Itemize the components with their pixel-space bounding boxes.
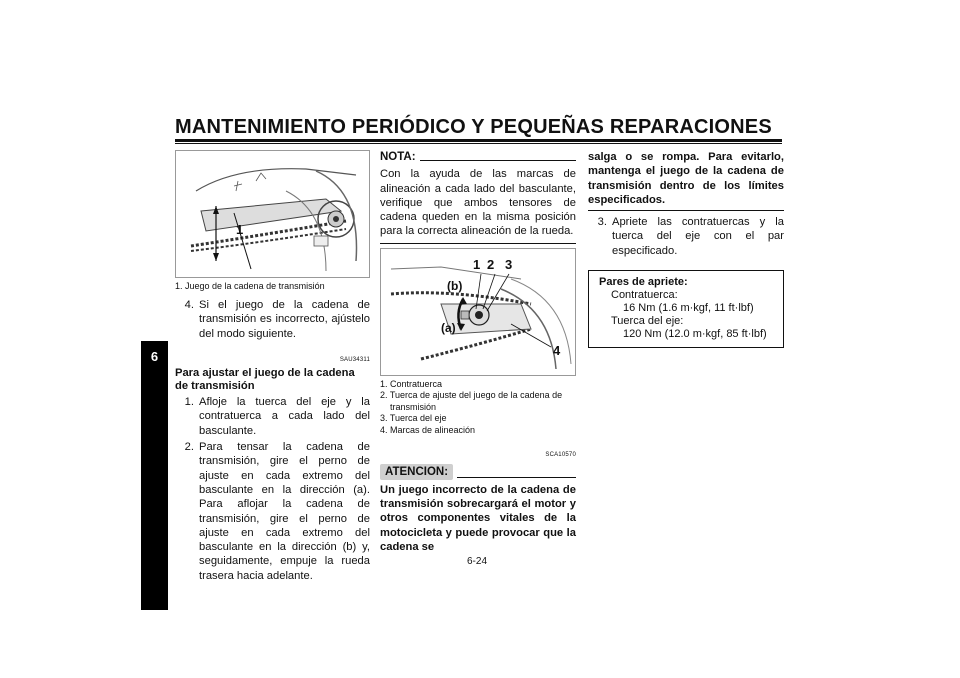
step-text: Si el juego de la cadena de transmisión es incorrecto, ajústelo del modo siguiente. [199, 299, 370, 340]
note-label: NOTA: [380, 151, 416, 163]
step-number: 3. [597, 216, 607, 229]
step-3 [588, 215, 784, 258]
chapter-tab [141, 341, 168, 610]
step-number: 1. [184, 396, 194, 409]
column-2 [380, 150, 576, 554]
caption-item: 3. Tuerca del eje [380, 413, 447, 424]
chain-slack-illustration [175, 150, 370, 278]
note-header [380, 150, 576, 164]
step-number: 2. [184, 441, 194, 454]
note-text: Con la ayuda de las marcas de alineación a cada lado del basculante, verifique que ambos tensores de cadena queden en la misma posición para la correcta alineación de la rueda. [380, 168, 576, 238]
chain-slack-drawing [176, 151, 370, 278]
chain-adjuster-illustration [380, 248, 576, 376]
warning-text: Un juego incorrecto de la cadena de transmisión sobrecargará el motor y otros componentes vitales de la motocicleta y puede provocar que la cadena se [380, 483, 576, 554]
callout-4: 4 [553, 342, 561, 358]
title-rule [175, 139, 782, 142]
torque-spec-box [588, 270, 784, 348]
caption-item: 2. Tuerca de ajuste del juego de la cadena de transmisión [380, 390, 563, 412]
page-title: MANTENIMIENTO PERIÓDICO Y PEQUEÑAS REPARACIONES [175, 116, 772, 138]
figure-callout-1: 1 [236, 222, 244, 237]
torque-item-label: Contratuerca: [611, 289, 678, 302]
direction-a-label: (a) [441, 320, 456, 335]
torque-item-value: 16 Nm (1.6 m·kgf, 11 ft·lbf) [623, 302, 754, 315]
step-1 [175, 395, 370, 438]
step-number: 4. [184, 299, 194, 311]
figure-captions [380, 379, 576, 437]
title-rule-thin [175, 143, 782, 144]
chapter-number: 6 [150, 349, 159, 364]
warning-text-continued: salga o se rompa. Para evitarlo, mantenga el juego de la cadena de transmisión dentro de los límites especificados. [588, 151, 784, 206]
caption-item: 4. Marcas de alineación [380, 424, 476, 435]
column-1 [175, 150, 370, 583]
torque-title: Pares de apriete: [599, 276, 688, 289]
section-heading: Para ajustar el juego de la cadena de transmisión [175, 367, 355, 393]
column-3 [588, 150, 784, 348]
torque-item-value: 120 Nm (12.0 m·kgf, 85 ft·lbf) [623, 328, 767, 341]
torque-item-label: Tuerca del eje: [611, 315, 684, 328]
step-2 [175, 440, 370, 583]
figure-caption: 1. Juego de la cadena de transmisión [175, 281, 325, 291]
step-text: Afloje la tuerca del eje y la contratuerca a cada lado del basculante. [199, 396, 370, 437]
warning-code: SCA10570 [545, 452, 576, 459]
callout-1: 1 [473, 256, 481, 272]
section-code: SAU34311 [339, 356, 370, 363]
step-4 [175, 298, 370, 341]
direction-b-label: (b) [447, 278, 463, 293]
page-number: 6-24 [467, 556, 488, 567]
warning-end-rule [588, 210, 784, 211]
note-end-rule [380, 243, 576, 244]
warning-header [380, 464, 576, 480]
step-text: Apriete las contratuercas y la tuerca del eje con el par especificado. [612, 216, 784, 257]
caption-item: 1. Contratuerca [380, 378, 443, 389]
warning-label: ATENCION: [380, 464, 453, 480]
callout-3: 3 [505, 256, 513, 272]
step-text: Para tensar la cadena de transmisión, gire el perno de ajuste en cada extremo del basculante en la dirección (a). Para aflojar la cadena de transmisión, gire el perno de ajuste en cada extremo del basculante en la dirección (b) y, seguidamente, empuje la rueda trasera hacia adelante. [199, 441, 370, 582]
callout-2: 2 [487, 256, 495, 272]
